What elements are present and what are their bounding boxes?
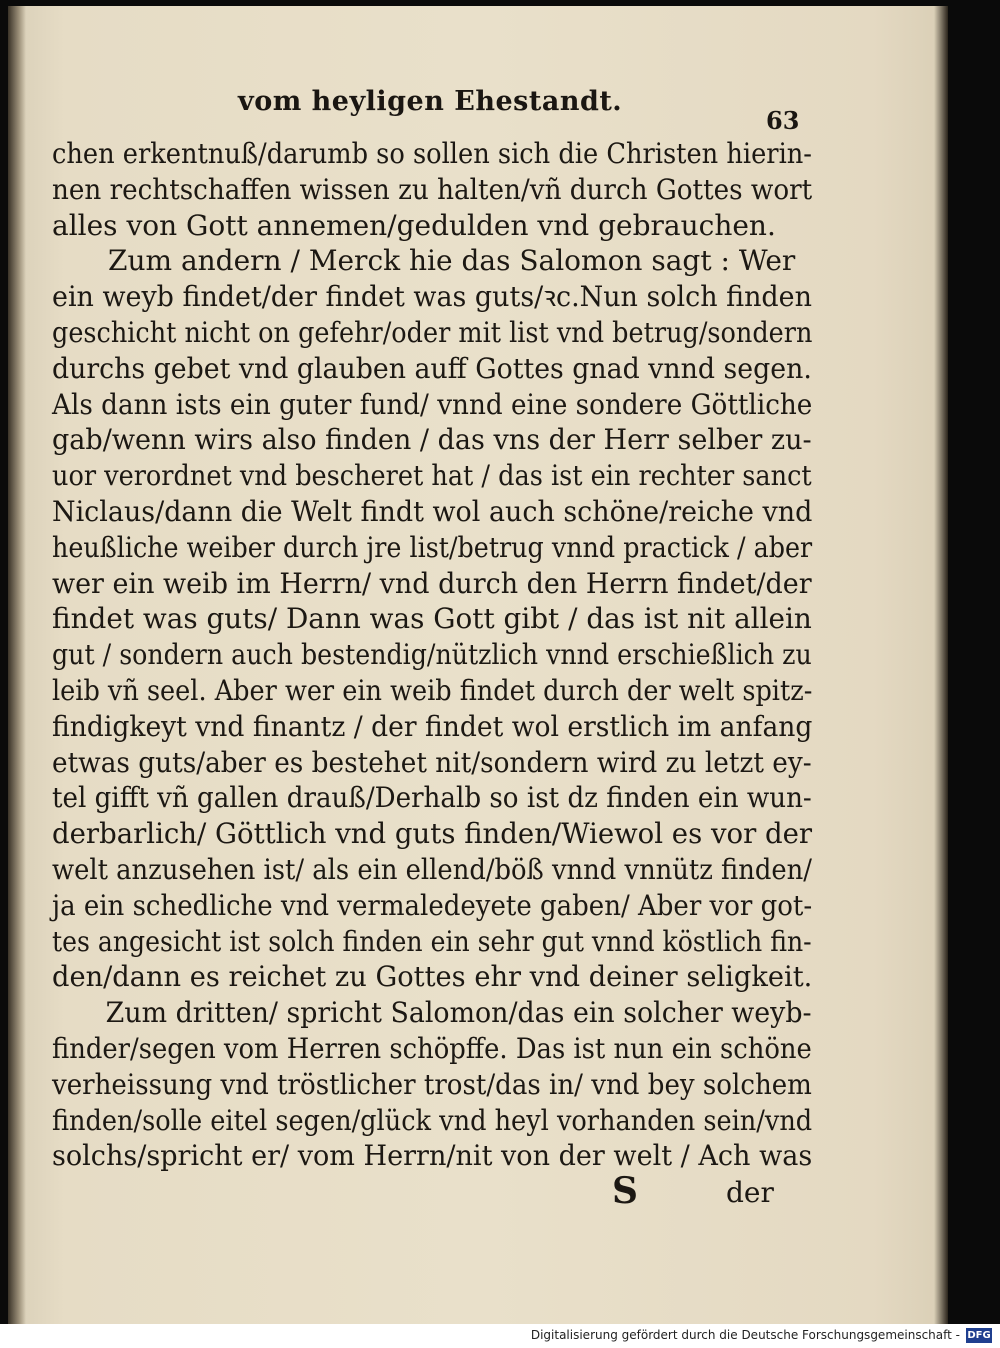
text-line: leib vñ seel. Aber wer ein weib findet durch der welt spitz- [52, 673, 813, 707]
text-line: finden/solle eitel segen/glück vnd heyl vorhanden sein/vnd [52, 1103, 813, 1137]
text-line: Zum dritten/ spricht Salomon/das ein solcher weyb- [105, 996, 812, 1030]
text-line: etwas guts/aber es bestehet nit/sondern wird zu letzt ey- [52, 745, 812, 779]
text-line: solchs/spricht er/ vom Herrn/nit von der welt / Ach was [52, 1139, 813, 1173]
footer-bar [0, 1324, 1000, 1348]
text-line: welt anzusehen ist/ als ein ellend/böß vnnd vnnütz finden/ [52, 852, 812, 886]
text-line: ein weyb findet/der findet was guts/ꝛc.Nun solch finden [52, 280, 812, 314]
text-line: Niclaus/dann die Welt findt wol auch schöne/reiche vnd [52, 494, 813, 528]
text-line: heußliche weiber durch jre list/betrug vnnd practick / aber [52, 530, 813, 564]
text-line: derbarlich/ Göttlich vnd guts finden/Wiewol es vor der [52, 817, 813, 851]
body-text [52, 136, 812, 1174]
text-line: findigkeyt vnd finantz / der findet wol erstlich im anfang [52, 709, 813, 743]
text-line: Als dann ists ein guter fund/ vnnd eine sondere Göttliche [52, 387, 813, 421]
text-line: nen rechtschaffen wissen zu halten/vñ durch Gottes wort [52, 172, 813, 206]
dfg-logo: DFG [967, 1330, 991, 1341]
text-line: chen erkentnuß/darumb so sollen sich die Christen hierin- [52, 137, 812, 170]
running-title: vom heyligen Ehestandt. [238, 86, 623, 117]
text-line: verheissung vnd tröstlicher trost/das in/ vnd bey solchem [52, 1067, 812, 1101]
text-line: tes angesicht ist solch finden ein sehr gut vnnd köstlich fin- [52, 924, 812, 958]
text-line: wer ein weib im Herrn/ vnd durch den Herrn findet/der [52, 566, 812, 600]
page-edge-shadow [934, 6, 948, 1324]
text-line: ja ein schedliche vnd vermaledeyete gaben/ Aber vor got- [52, 888, 813, 922]
text-line: Zum andern / Merck hie das Salomon sagt : Wer [108, 244, 796, 278]
text-line: gut / sondern auch bestendig/nützlich vnnd erschießlich zu [52, 638, 812, 672]
text-line: finder/segen vom Herren schöpffe. Das ist nun ein schöne [52, 1031, 812, 1065]
catchword: der [726, 1176, 774, 1209]
folio-number: 63 [766, 106, 800, 135]
text-line: tel gifft vñ gallen drauß/Derhalb so ist dz finden ein wun- [52, 781, 812, 815]
text-line: uor verordnet vnd bescheret hat / das ist ein rechter sanct [52, 459, 812, 493]
signature-mark: S [612, 1170, 638, 1212]
text-line: alles von Gott annemen/gedulden vnd gebrauchen. [52, 208, 776, 242]
book-page [8, 6, 948, 1324]
text-line: den/dann es reichet zu Gottes ehr vnd deiner seligkeit. [52, 960, 813, 994]
text-line: findet was guts/ Dann was Gott gibt / das ist nit allein [52, 602, 812, 636]
page-gutter-shadow [8, 6, 26, 1324]
text-line: geschicht nicht on gefehr/oder mit list vnd betrug/sondern [52, 315, 813, 349]
funding-credit: Digitalisierung gefördert durch die Deutsche Forschungsgemeinschaft - [530, 1328, 960, 1342]
text-line: durchs gebet vnd glauben auff Gottes gnad vnnd segen. [52, 351, 812, 385]
text-line: gab/wenn wirs also finden / das vns der Herr selber zu- [52, 423, 812, 457]
